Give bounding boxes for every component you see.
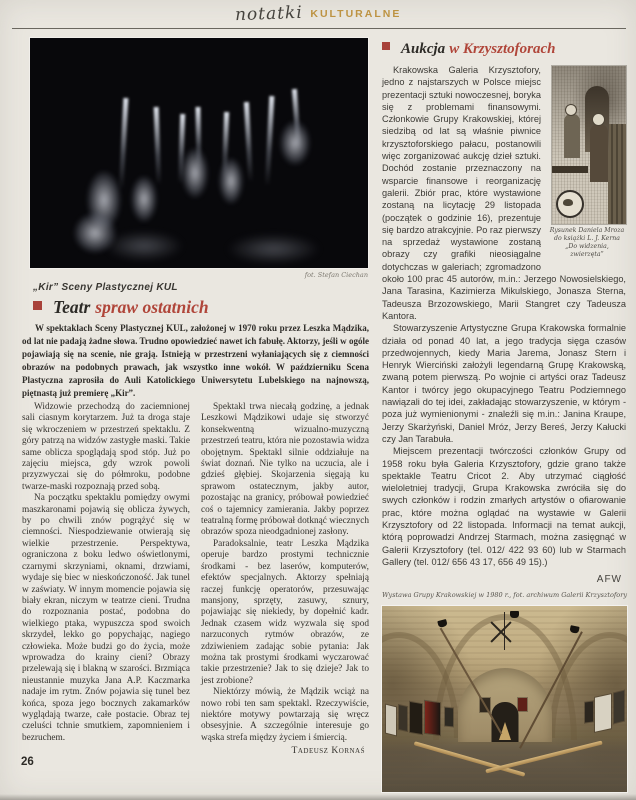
author-byline: AFW <box>596 574 622 586</box>
drawing-figure <box>548 66 626 259</box>
paragraph: Stowarzyszenie Artystyczne Grupa Krakowska formalnie działa od ponad 40 lat, a jego tradycja sięga czasów przedwojennych, kiedy Maria Jarema, Jonasz Stern i Henryk Wierciński założyli legendarną Grupę Krakowską, zwaną potem pierwszą. Po wojnie ci artyści oraz Tadeusz Kantor i twórcy jego okupacyjnego Teatru Podziemnego nawiązali do tej idei, zakładając stowarzyszenie, w którym - poza już wymienionymi - znaleźli się m.in.: Janina Kraupe, Jerzy Skarżyński, Daniel Mróz, Jerzy Bereś, Jerzy Kałucki czy Jan Tarabuła. <box>382 323 626 444</box>
header-script-title: notatki <box>234 2 303 26</box>
header-rule <box>12 28 626 29</box>
left-article-columns <box>22 402 370 757</box>
headline-dark-part: Teatr <box>53 297 91 317</box>
headline-red-part: w Krzysztoforach <box>449 41 556 57</box>
right-article-body <box>382 64 626 586</box>
paragraph: Widzowie przechodzą do zaciemnionej sali ciasnym korytarzem. Już ta droga staje się wkroczeniem w przestrzeń spektaklu. Z góry patrzą na widzów zastygłe maski. Takie same oblicza spoglądają spod stóp. Już po zajęciu miejsca, gdy wzrok powoli przyzwyczai się do półmroku, podobne twarze-maski rozpoznają przed sobą. <box>22 402 190 492</box>
author-byline: Tadeusz Kornaś <box>291 745 365 757</box>
red-square-bullet-icon <box>382 42 390 50</box>
article-kicker: „Kir” Sceny Plastycznej KUL <box>33 282 178 293</box>
text-column-1 <box>22 402 190 757</box>
gallery-photo-caption: Wystawa Grupy Krakowskiej w 1980 r., fot. archiwum Galerii Krzysztofory <box>382 591 627 599</box>
paragraph: Spektakl trwa niecałą godzinę, a jednak Leszkowi Mądzikowi udaje się stworzyć konsekwentną wizualno-muzyczną przestrzeń teatru, która nie pozostawia widza obojętnym. Spektakl silnie oddziałuje na świat doznań. Nie tylko na uczucia, ale i gdzieś głębiej. Skojarzenia sięgają ku sprawom ostatecznym, jakby autor, pozostając na granicy, próbował powiedzieć coś o tajemnicy zamierania. Jakby poprzez teatralną formę próbował dotknąć wiecznych obrazów spoza nieodgadnionej zasłony. <box>201 402 369 538</box>
page-header <box>0 4 636 24</box>
theater-stage-photo <box>30 38 368 268</box>
right-article-headline <box>382 40 555 58</box>
drawing-caption: Rysunek Daniela Mroza do książki L. J. Kerna „Do widzenia, zwierzęta” <box>549 227 625 258</box>
paragraph: Miejscem prezentacji twórczości członków Grupy od 1958 roku była Galeria Krzysztofory, gdzie grano także spektakle Teatru Cricot 2. Aby utrzymać ciągłość wieloletniej tradycji, Grupa Krakowska zwróciła się do swych członków i rodzin zmarłych artystów o ofiarowanie prac, które można oglądać na wystawie w Galerii Krzysztofory od 22 listopada. Informacji na temat aukcji, którą poprowadzi Andrzej Starmach, można zasięgnąć w Galerii Krzysztofory (tel. 012/ 422 93 60) lub w Starmach Gallery (tel. 012/ 656 43 17, 656 49 15).) <box>382 446 626 567</box>
headline-dark-part: Aukcja <box>401 41 446 57</box>
left-article-headline <box>33 297 209 318</box>
paragraph: Niektórzy mówią, że Mądzik wciąż na nowo robi ten sam spektakl. Rzeczywiście, niektóre motywy powtarzają się wręcz obsesyjnie. A szczególnie interesuje go wąska strefa między życiem i śmiercią. <box>201 687 369 743</box>
text-column-2 <box>201 402 369 757</box>
headline-red-part: spraw ostatnich <box>95 297 209 317</box>
left-article-lead: W spektaklach Sceny Plastycznej KUL, założonej w 1970 roku przez Leszka Mądzika, od lat nie padają żadne słowa. Trudno opowiedzieć nawet ich fabułę. Aktorzy, jeśli w ogóle pojawiają się na scenie, nie grają. Istnieją w przestrzeni wyłaniających się z ciemności obrazów na podobnych prawach, jak wszystko inne wokół. W październiku Scena Plastyczna zaprosiła do Auli Katolickiego Uniwersytetu Lubelskiego na najnowszą, piętnastą już premierę „Kir”. <box>22 323 369 398</box>
paragraph: Paradoksalnie, teatr Leszka Mądzika operuje bardzo prostymi technicznie środkami - bez laserów, komputerów, efektów specjalnych. Aktorzy spełniają raczej funkcję operatorów, przesuwając mansjony, sprzęty, zasuwy, sznury, pojawiając się niekiedy, by dopełnić kadr. Jednak czasem widz wyzwala się spod narzuconych rytmów obrazów, ze zdziwieniem zadając sobie pytania: Jak można tak prostymi środkami wyczarować takie przestrzenie? Jak to się dzieje? Jak to jest zrobione? <box>201 538 369 686</box>
photo-credit: fot. Stefan Ciechan <box>304 271 368 279</box>
red-square-bullet-icon <box>33 301 42 310</box>
header-section-label: KULTURALNE <box>310 8 402 20</box>
text-column-2-paras <box>201 402 369 744</box>
paragraph: Na początku spektaklu pomiędzy owymi maszkaronami pojawią się oblicza żywych, by po chwili znów pogrążyć się w ciemności. Niespodziewanie otwierają się wielkie przestrzenie. Perspektywa, ograniczona z boku ledwo oświetlonymi, czarnymi skrzyniami, oknami, drzwiami, wydaje się biec w nieskończoność. Jak tunel w zaświaty. W innym momencie pojawia się biały ekran, niczym w teatrze cieni. Trudna do rozpoznania postać, podobna do wielkiego ptaka, wypuszcza spod swoich skrzydeł, lekko go popychając, nagiego człowieka. Może budzi go do życia, może wprowadza do krainy cieni? Obrazy przelewają się i blakną w szarości. Brzmiąca nieustannie muzyka Jana A.P. Kaczmarka nadaje im rytm. Znów pojawia się tunel bez końca, spoza jego bocznych zakamarków wyglądają twarze, całe postacie. Obraz tej czeluści tchnie smutkiem, zapomnieniem i bezruchem. <box>22 493 190 743</box>
paragraph: Krakowska Galeria Krzysztofory, jedno z najstarszych w Polsce miejsc prezentacji sztuki nowoczesnej, boryka się z problemami finansowymi. Członkowie Grupy Krakowskiej, której siedzibą od lat są właśnie piwnice krzysztoforskiego pałacu, postanowili więc zorganizować aukcję dzieł sztuki. Dochód zostanie przeznaczony na wsparcie finansowe i reorganizację galerii. Zbiór prac, które wystawione zostaną na licytację 29 listopada (początek o godzinie 16), prezentuje się bardzo atrakcyjnie. Po raz pierwszy na sprzedaż wystawione zostaną obrazy czy grafiki nieosiągalne dotychczas w galeriach; zgromadzono około 100 prac 45 autorów, m.in.: Jerzego Nowosielskiego, Jana Tarasina, Kazimierza Mikulskiego, Jonasza Sterna, Tadeusza Brzozowskiego, Marii Stangret czy Tadeusza Kantora. <box>382 65 626 321</box>
page-number: 26 <box>21 756 34 768</box>
gallery-exhibition-photo <box>382 606 627 792</box>
mroz-drawing-image <box>552 66 626 224</box>
